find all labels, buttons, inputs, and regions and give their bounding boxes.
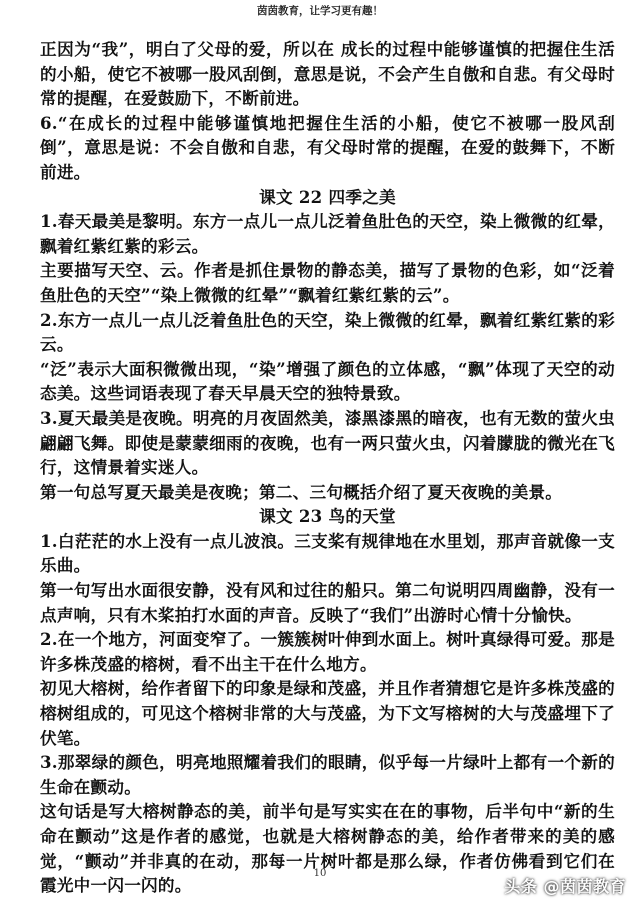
page-number: 10 <box>313 868 327 879</box>
section-heading: 课文 23 鸟的天堂 <box>259 506 396 527</box>
paragraph: 主要描写天空、云。作者是抓住景物的静态美，描写了景物的色彩，如“泛着鱼肚色的天空”“染上微微的红晕”“飘着红紫红紫的云”。 <box>40 260 615 305</box>
paragraph: 这句话是写大榕树静态的美，前半句是写实实在在的事物，后半句中“新的生命在颤动”这是作者的感觉，也就是大榕树静态的美，给作者带来的美的感觉，“颤动”并非真的在动，那每一片树叶都是那么绿，作者仿佛看到它们在霞光中一闪一闪的。 <box>40 801 615 896</box>
paragraph: 2.东方一点儿一点儿泛着鱼肚色的天空，染上微微的红晕，飘着红紫红紫的彩云。 <box>40 309 615 355</box>
paragraph: 正因为“我”，明白了父母的爱，所以在 成长的过程中能够谨慎的把握住生活的小船，使它不被哪一股风刮倒，意思是说，不会产生自傲和自悲。有父母时常的提醒，在爱鼓励下，不断前进。 <box>40 39 615 109</box>
paragraph: 第一句写出水面很安静，没有风和过往的船只。第二句说明四周幽静，没有一点声响，只有木桨拍打水面的声音。反映了“我们”出游时心情十分愉快。 <box>40 580 615 625</box>
paragraph: 2.在一个地方，河面变窄了。一簇簇树叶伸到水面上。树叶真绿得可爱。那是许多株茂盛的榕树，看不出主干在什么地方。 <box>40 629 615 674</box>
paragraph: 3.夏天最美是夜晚。明亮的月夜固然美，漆黑漆黑的暗夜，也有无数的萤火虫翩翩飞舞。即使是蒙蒙细雨的夜晚，也有一两只萤火虫，闪着朦胧的微光在飞行，这情景着实迷人。 <box>40 407 615 478</box>
section-heading: 课文 22 四季之美 <box>259 186 396 207</box>
paragraph: 1.白茫茫的水上没有一点儿波浪。三支桨有规律地在水里划，那声音就像一支乐曲。 <box>40 530 615 576</box>
paragraph: 3.那翠绿的颜色，明亮地照耀着我们的眼睛，似乎每一片绿叶上都有一个新的生命在颤动。 <box>40 752 615 797</box>
paragraph: 1.春天最美是黎明。东方一点儿一点儿泛着鱼肚色的天空，染上微微的红晕，飘着红紫红紫的彩云。 <box>40 211 615 256</box>
paragraph: 6.“在成长的过程中能够谨慎地把握住生活的小船，使它不被哪一股风刮倒”，意思是说：不会自傲和自悲，有父母时常的提醒，在爱的鼓舞下，不断前进。 <box>40 112 615 182</box>
paragraph: “泛”表示大面积微微出现，“染”增强了颜色的立体感，“飘”体现了天空的动态美。这些词语表现了春天早晨天空的独特景致。 <box>40 358 615 404</box>
watermark: 头条 @茵茵教育 <box>504 877 626 896</box>
paragraph: 第一句总写夏天最美是夜晚；第二、三句概括介绍了夏天夜晚的美景。 <box>40 481 563 502</box>
page-header: 茵茵教育，让学习更有趣！ <box>257 5 383 17</box>
paragraph: 初见大榕树，给作者留下的印象是绿和茂盛，并且作者猜想它是许多株茂盛的榕树组成的，可见这个榕树非常的大与茂盛，为下文写榕树的大与茂盛埋下了伏笔。 <box>40 678 615 748</box>
document-body <box>40 37 615 898</box>
